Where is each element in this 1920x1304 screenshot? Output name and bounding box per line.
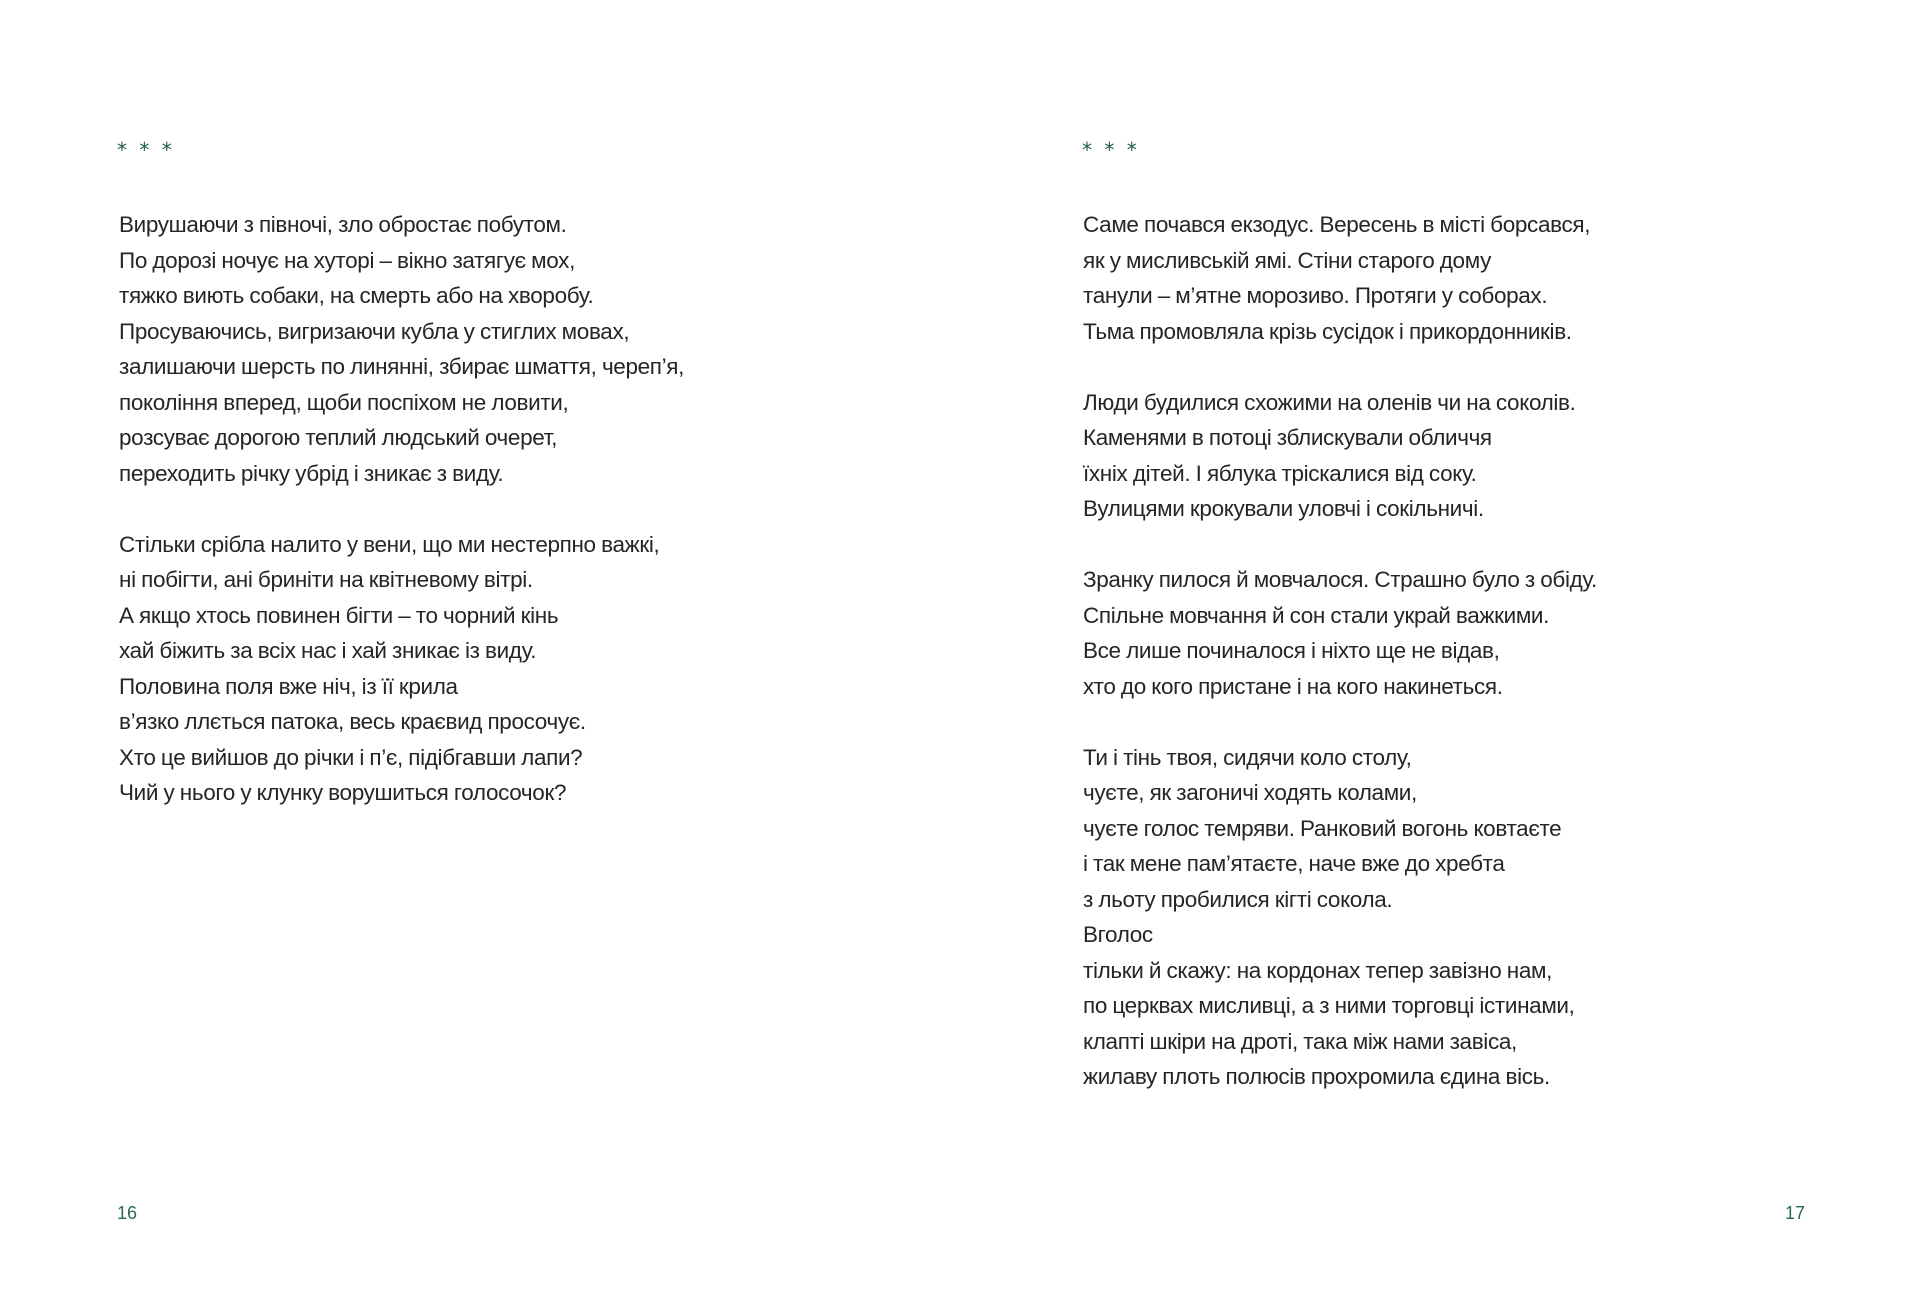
section-mark-asterism: * * * <box>117 138 175 162</box>
poem-line: Половина поля вже ніч, із її крила <box>119 673 458 699</box>
poem-line: А якщо хтось повинен бігти – то чорний кінь <box>119 602 559 628</box>
poem-line: Саме почався екзодус. Вересень в місті борсався, <box>1083 212 1591 237</box>
poem-line: хто до кого пристане і на кого накинеться. <box>1083 673 1503 699</box>
stanza <box>1083 740 1597 1095</box>
section-mark-asterism: * * * <box>1082 138 1140 162</box>
poem-line: Чий у нього у клунку ворушиться голосочок? <box>119 780 567 805</box>
page-number: 16 <box>117 1203 138 1223</box>
poem-text <box>1083 207 1597 1095</box>
stanza <box>119 207 684 491</box>
poem-line: ні побігти, ані бриніти на квітневому вітрі. <box>119 567 533 592</box>
poem-line: залишаючи шерсть по линянні, збирає шмаття, череп’я, <box>119 354 685 379</box>
poem-line: Просуваючись, вигризаючи кубла у стиглих мовах, <box>119 318 630 344</box>
poem-line: Вголос <box>1083 922 1153 947</box>
poem-line: по церквах мисливці, а з ними торговці істинами, <box>1083 993 1575 1018</box>
poem-line: розсуває дорогою теплий людський очерет, <box>119 425 558 450</box>
poem-line: Каменями в потоці зблискували обличчя <box>1083 425 1492 450</box>
poem-line: з льоту пробилися кігті сокола. <box>1083 886 1393 912</box>
poem-line: переходить річку убрід і зникає з виду. <box>119 460 504 486</box>
poem-line: і так мене пам’ятаєте, наче вже до хребта <box>1083 851 1505 876</box>
poem-line: як у мисливській ямі. Стіни старого дому <box>1083 247 1491 273</box>
poem-line: Вирушаючи з півночі, зло обростає побутом. <box>119 212 567 237</box>
stanza <box>1083 207 1597 349</box>
poem-line: чуєте голос темряви. Ранковий вогонь ковтаєте <box>1083 815 1562 841</box>
poem-line: Стільки срібла налито у вени, що ми нестерпно важкі, <box>119 531 660 557</box>
poem-line: Зранку пилося й мовчалося. Страшно було з обіду. <box>1083 567 1597 592</box>
poem-line: їхніх дітей. І яблука тріскалися від соку. <box>1083 460 1477 486</box>
poem-line: танули – м’ятне морозиво. Протяги у соборах. <box>1083 283 1548 308</box>
poem-line: Тьма промовляла крізь сусідок і прикордонників. <box>1083 318 1572 344</box>
poem-line: клапті шкіри на дроті, така між нами завіса, <box>1083 1028 1517 1054</box>
poem-line: Все лише починалося і ніхто ще не відав, <box>1083 638 1500 663</box>
stanza <box>1083 385 1597 527</box>
poem-line: Хто це вийшов до річки і п’є, підібгавши лапи? <box>119 744 583 770</box>
poem-line: Ти і тінь твоя, сидячи коло столу, <box>1083 744 1412 770</box>
poem-line: жилаву плоть полюсів прохромила єдина вісь. <box>1083 1064 1550 1089</box>
stanza <box>1083 562 1597 704</box>
poem-line: Люди будилися схожими на оленів чи на соколів. <box>1083 389 1576 415</box>
poem-line: Вулицями крокували уловчі і сокільничі. <box>1083 496 1484 521</box>
poem-line: покоління вперед, щоби поспіхом не ловити, <box>119 389 569 415</box>
poem-line: тільки й скажу: на кордонах тепер завізно нам, <box>1083 957 1553 983</box>
stanza <box>119 527 684 811</box>
poem-line: в’язко ллється патока, весь краєвид просочує. <box>119 709 586 734</box>
page-number: 17 <box>1785 1203 1806 1223</box>
poem-line: хай біжить за всіх нас і хай зникає із виду. <box>119 638 537 663</box>
poem-line: Спільне мовчання й сон стали украй важкими. <box>1083 602 1550 628</box>
poem-line: тяжко виють собаки, на смерть або на хворобу. <box>119 283 594 308</box>
poem-text <box>119 207 684 811</box>
poem-line: чуєте, як загоничі ходять колами, <box>1083 780 1417 805</box>
poem-line: По дорозі ночує на хуторі – вікно затягує мох, <box>119 247 575 273</box>
right-page <box>960 0 1920 1304</box>
